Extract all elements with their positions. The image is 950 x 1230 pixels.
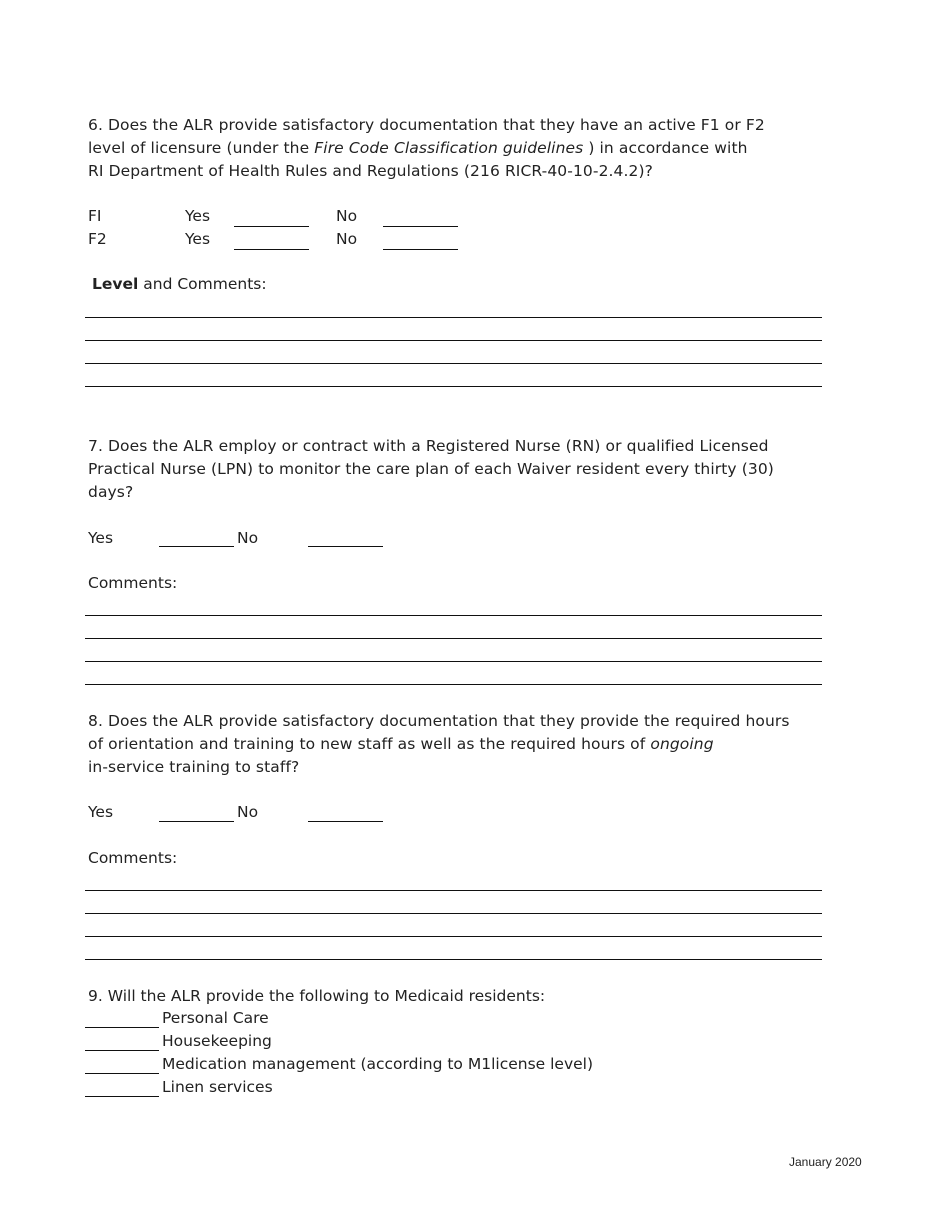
q8-comment-line[interactable]	[85, 890, 822, 891]
q6-comment-line[interactable]	[85, 317, 822, 318]
q9-item-blank[interactable]	[85, 1096, 159, 1097]
q9-item-blank[interactable]	[85, 1027, 159, 1028]
q6-comment-line[interactable]	[85, 386, 822, 387]
q9-item-label: Housekeeping	[162, 1032, 272, 1050]
q8-comments-label: Comments:	[88, 849, 178, 867]
q9-item-label: Medication management (according to M1license level)	[162, 1055, 594, 1073]
q6-comment-line[interactable]	[85, 340, 822, 341]
question-7-text: 7. Does the ALR employ or contract with a Registered Nurse (RN) or qualified Licensed Practical Nurse (LPN) to monitor the care plan of each Waiver resident every thirty (30) days?	[88, 437, 774, 501]
q7-no-label: No	[237, 529, 259, 547]
question-6-text: 6. Does the ALR provide satisfactory documentation that they have an active F1 or F2 level of licensure (under the Fire Code Classification guidelines ) in accordance with RI Department of Health Rules and Regulations (216 RICR-40-10-2.4.2)?	[88, 116, 765, 180]
q9-item-blank[interactable]	[85, 1050, 159, 1051]
q6-f2-no-blank[interactable]	[383, 249, 458, 250]
q8-comment-line[interactable]	[85, 913, 822, 914]
q6-f2-label: F2	[88, 230, 107, 248]
question-9-text: 9. Will the ALR provide the following to Medicaid residents:	[88, 987, 546, 1005]
q7-comment-line[interactable]	[85, 661, 822, 662]
q8-no-label: No	[237, 803, 259, 821]
q9-item-label: Linen services	[162, 1078, 273, 1096]
q8-no-blank[interactable]	[308, 821, 383, 822]
q7-comment-line[interactable]	[85, 684, 822, 685]
q6-f1-label: FI	[88, 207, 102, 225]
q7-yes-label: Yes	[88, 529, 114, 547]
q7-no-blank[interactable]	[308, 546, 383, 547]
q6-comments-label: Level and Comments:	[92, 275, 267, 293]
q6-f1-no-label: No	[336, 207, 358, 225]
q6-f1-no-blank[interactable]	[383, 226, 458, 227]
q9-item-label: Personal Care	[162, 1009, 269, 1027]
q7-comments-label: Comments:	[88, 574, 178, 592]
q7-yes-blank[interactable]	[159, 546, 234, 547]
q9-item-blank[interactable]	[85, 1073, 159, 1074]
q8-yes-label: Yes	[88, 803, 114, 821]
footer-date: January 2020	[789, 1155, 862, 1169]
q8-comment-line[interactable]	[85, 959, 822, 960]
q8-comment-line[interactable]	[85, 936, 822, 937]
q6-comment-line[interactable]	[85, 363, 822, 364]
q7-comment-line[interactable]	[85, 638, 822, 639]
q6-f2-yes-blank[interactable]	[234, 249, 309, 250]
q6-f1-yes-label: Yes	[185, 207, 211, 225]
question-8-text: 8. Does the ALR provide satisfactory documentation that they provide the required hours of orientation and training to new staff as well as the required hours of ongoing in-service training to staff?	[88, 712, 790, 776]
q6-f2-no-label: No	[336, 230, 358, 248]
q6-f1-yes-blank[interactable]	[234, 226, 309, 227]
q7-comment-line[interactable]	[85, 615, 822, 616]
q8-yes-blank[interactable]	[159, 821, 234, 822]
q6-f2-yes-label: Yes	[185, 230, 211, 248]
